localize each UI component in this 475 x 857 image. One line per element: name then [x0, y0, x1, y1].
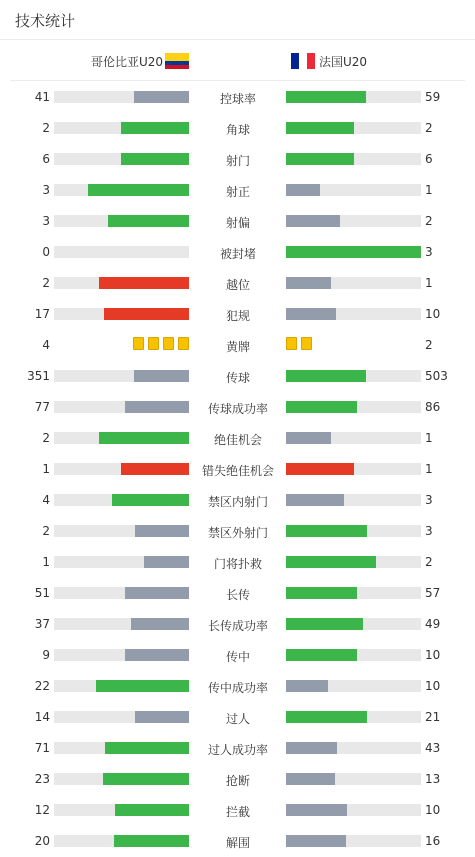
yellow-card-icon: [133, 337, 144, 350]
away-stat-bar: [286, 494, 421, 506]
home-stat-bar-fill: [125, 401, 189, 413]
stat-row: [0, 676, 475, 696]
away-stat-bar-fill: [286, 525, 367, 537]
home-stat-value: 71: [34, 741, 50, 755]
away-stat-bar: [286, 649, 421, 661]
home-stat-value: 2: [42, 276, 50, 290]
away-stat-value: 503: [425, 369, 448, 383]
home-stat-bar-fill: [96, 680, 189, 692]
stat-label: 错失绝佳机会: [201, 464, 274, 478]
home-stat-bar-fill: [125, 649, 189, 661]
home-stat-bar-fill: [121, 463, 189, 475]
away-stat-bar-fill: [286, 463, 354, 475]
away-stat-bar: [286, 773, 421, 785]
home-stat-value: 2: [42, 524, 50, 538]
away-stat-value: 10: [425, 803, 441, 817]
away-stat-bar: [286, 122, 421, 134]
stat-label: 禁区内射门: [207, 495, 268, 509]
home-stat-bar-fill: [108, 215, 189, 227]
stat-label: 绝佳机会: [213, 433, 262, 447]
home-stat-value: 12: [34, 803, 50, 817]
away-stat-bar-fill: [286, 91, 366, 103]
away-stat-value: 10: [425, 679, 441, 693]
away-stat-value: 10: [425, 307, 441, 321]
stat-label: 拦截: [225, 805, 250, 819]
away-stat-value: 57: [425, 586, 441, 600]
stat-row: [0, 707, 475, 727]
stat-label: 抢断: [225, 774, 250, 788]
stat-label: 长传: [225, 588, 250, 602]
stat-row: [0, 831, 475, 851]
away-stat-bar-fill: [286, 246, 421, 258]
home-stat-bar-fill: [121, 153, 189, 165]
stat-label: 角球: [225, 123, 250, 137]
stat-label: 射正: [225, 185, 250, 199]
home-stat-bar: [54, 711, 189, 723]
colombia-flag-icon: [165, 53, 189, 69]
stat-label: 解围: [225, 836, 250, 850]
home-stat-bar-fill: [144, 556, 189, 568]
away-stat-bar-fill: [286, 773, 335, 785]
home-stat-bar: [54, 122, 189, 134]
home-stat-bar: [54, 773, 189, 785]
stat-label: 越位: [225, 278, 250, 292]
yellow-card-icon: [286, 337, 297, 350]
away-stat-bar-fill: [286, 215, 340, 227]
home-stat-bar: [54, 494, 189, 506]
home-stat-bar: [54, 91, 189, 103]
stats-header: [0, 0, 475, 40]
away-stat-bar-fill: [286, 122, 354, 134]
away-stat-bar: [286, 680, 421, 692]
yellow-card-icon: [163, 337, 174, 350]
stat-row: [0, 614, 475, 634]
away-stat-bar: [286, 618, 421, 630]
stat-row: [0, 397, 475, 417]
away-stat-bar: [286, 215, 421, 227]
away-stat-value: 2: [425, 555, 433, 569]
away-stat-bar: [286, 246, 421, 258]
home-stat-value: 3: [42, 214, 50, 228]
away-stat-bar: [286, 711, 421, 723]
home-stat-bar: [54, 184, 189, 196]
away-stat-bar: [286, 835, 421, 847]
home-stat-bar: [54, 525, 189, 537]
yellow-card-icon: [148, 337, 159, 350]
away-stat-bar-fill: [286, 742, 337, 754]
home-stat-value: 37: [34, 617, 50, 631]
home-stat-bar-fill: [134, 91, 189, 103]
away-stat-value: 1: [425, 183, 433, 197]
away-stat-bar: [286, 308, 421, 320]
stat-label: 禁区外射门: [207, 526, 268, 540]
home-stat-bar-fill: [131, 618, 189, 630]
home-stat-bar-fill: [112, 494, 189, 506]
stat-label: 过人成功率: [207, 743, 268, 757]
home-stat-value: 77: [34, 400, 50, 414]
home-stat-bar: [54, 463, 189, 475]
away-stat-value: 13: [425, 772, 441, 786]
home-stat-value: 351: [27, 369, 50, 383]
home-stat-bar: [54, 742, 189, 754]
away-team-name: 法国U20: [319, 55, 368, 69]
stat-label: 犯规: [225, 309, 250, 323]
stat-label: 黄牌: [225, 340, 250, 354]
away-stat-bar: [286, 91, 421, 103]
away-stat-bar: [286, 587, 421, 599]
away-stat-bar-fill: [286, 494, 344, 506]
away-stat-bar-fill: [286, 649, 357, 661]
away-stat-value: 49: [425, 617, 441, 631]
away-stat-bar-fill: [286, 804, 347, 816]
away-stat-value: 21: [425, 710, 441, 724]
away-stat-value: 3: [425, 493, 433, 507]
home-stat-bar: [54, 587, 189, 599]
home-stat-bar-fill: [135, 525, 189, 537]
home-stat-value: 23: [34, 772, 50, 786]
away-stat-bar-fill: [286, 370, 366, 382]
france-flag-icon: [291, 53, 315, 69]
stat-row: [0, 583, 475, 603]
away-stat-bar: [286, 401, 421, 413]
home-stat-bar: [54, 835, 189, 847]
stat-row: [0, 366, 475, 386]
stat-row: [0, 490, 475, 510]
home-stat-bar: [54, 401, 189, 413]
home-stat-value: 14: [34, 710, 50, 724]
home-stat-value: 2: [42, 121, 50, 135]
home-stat-bar: [54, 246, 189, 258]
away-stat-value: 1: [425, 276, 433, 290]
home-stat-value: 4: [42, 493, 50, 507]
page-title: 技术统计: [15, 12, 76, 30]
away-stat-bar: [286, 432, 421, 444]
stat-row: [0, 118, 475, 138]
away-stat-bar: [286, 556, 421, 568]
stat-row: [0, 211, 475, 231]
home-stat-bar-fill: [121, 122, 189, 134]
away-stat-bar: [286, 742, 421, 754]
home-stat-bar: [54, 153, 189, 165]
away-stat-value: 59: [425, 90, 441, 104]
home-stat-bar-fill: [99, 277, 189, 289]
stat-row: [0, 149, 475, 169]
home-stat-bar-fill: [88, 184, 189, 196]
stat-row: [0, 87, 475, 107]
stat-row: [0, 180, 475, 200]
home-stat-bar-fill: [114, 835, 189, 847]
home-yellow-cards: [54, 337, 189, 352]
home-stat-bar: [54, 432, 189, 444]
home-team-name: 哥伦比亚U20: [91, 55, 164, 69]
away-stat-bar: [286, 184, 421, 196]
stat-row: [0, 459, 475, 479]
stat-row: [0, 428, 475, 448]
home-stat-value: 6: [42, 152, 50, 166]
away-stat-value: 86: [425, 400, 441, 414]
away-stat-bar: [286, 525, 421, 537]
home-stat-bar: [54, 370, 189, 382]
away-stat-bar: [286, 804, 421, 816]
away-yellow-cards: [286, 337, 421, 352]
yellow-card-icon: [301, 337, 312, 350]
home-stat-bar: [54, 215, 189, 227]
home-stat-bar: [54, 649, 189, 661]
away-stat-bar-fill: [286, 432, 331, 444]
home-stat-bar-fill: [115, 804, 189, 816]
away-stat-bar-fill: [286, 587, 357, 599]
home-stat-value: 9: [42, 648, 50, 662]
away-stat-bar-fill: [286, 308, 336, 320]
home-stat-value: 1: [42, 462, 50, 476]
away-stat-value: 3: [425, 524, 433, 538]
away-stat-bar-fill: [286, 277, 331, 289]
home-stat-bar-fill: [99, 432, 189, 444]
home-stat-value: 22: [34, 679, 50, 693]
home-stat-value: 51: [34, 586, 50, 600]
stat-label: 过人: [225, 712, 250, 726]
team-header: [10, 41, 465, 81]
stat-row: [0, 521, 475, 541]
away-stat-value: 6: [425, 152, 433, 166]
away-stat-bar-fill: [286, 556, 376, 568]
stat-label: 传球成功率: [207, 402, 268, 416]
stat-row: [0, 242, 475, 262]
home-stat-bar: [54, 308, 189, 320]
away-stat-bar-fill: [286, 153, 354, 165]
away-stat-value: 2: [425, 214, 433, 228]
stat-row: [0, 552, 475, 572]
stat-label: 传球: [225, 371, 250, 385]
home-stat-value: 3: [42, 183, 50, 197]
home-stat-bar-fill: [103, 773, 189, 785]
home-stat-bar: [54, 618, 189, 630]
away-stat-bar-fill: [286, 184, 320, 196]
home-stat-bar: [54, 556, 189, 568]
stat-label: 射门: [225, 154, 250, 168]
home-stat-value: 1: [42, 555, 50, 569]
yellow-card-icon: [178, 337, 189, 350]
home-stat-value: 4: [42, 338, 50, 352]
away-stat-bar: [286, 277, 421, 289]
stat-label: 传中成功率: [207, 681, 268, 695]
stat-row: [0, 304, 475, 324]
stat-row: [0, 273, 475, 293]
away-stat-bar-fill: [286, 835, 346, 847]
stat-label: 长传成功率: [207, 619, 268, 633]
away-stat-bar-fill: [286, 401, 357, 413]
home-stat-bar-fill: [104, 308, 189, 320]
stat-row: [0, 335, 475, 355]
home-stat-bar: [54, 277, 189, 289]
away-stat-bar-fill: [286, 711, 367, 723]
stat-row: [0, 738, 475, 758]
away-stat-bar: [286, 153, 421, 165]
home-stat-bar: [54, 680, 189, 692]
stat-label: 门将扑救: [213, 557, 262, 571]
home-stat-bar-fill: [135, 711, 189, 723]
away-stat-value: 43: [425, 741, 441, 755]
home-stat-value: 41: [34, 90, 50, 104]
stat-label: 控球率: [219, 92, 256, 106]
away-stat-value: 1: [425, 431, 433, 445]
away-stat-value: 16: [425, 834, 441, 848]
home-stat-value: 0: [42, 245, 50, 259]
home-stat-bar: [54, 804, 189, 816]
home-stat-bar-fill: [125, 587, 189, 599]
stat-row: [0, 800, 475, 820]
away-stat-bar-fill: [286, 680, 328, 692]
stat-row: [0, 645, 475, 665]
stat-label: 射偏: [225, 216, 250, 230]
home-stat-bar-fill: [105, 742, 189, 754]
stat-label: 被封堵: [219, 247, 256, 261]
home-stat-value: 2: [42, 431, 50, 445]
stat-label: 传中: [225, 650, 250, 664]
away-stat-bar: [286, 463, 421, 475]
away-stat-value: 10: [425, 648, 441, 662]
home-stat-value: 20: [34, 834, 50, 848]
away-stat-bar-fill: [286, 618, 363, 630]
home-stat-bar-fill: [134, 370, 189, 382]
away-stat-value: 2: [425, 121, 433, 135]
away-stat-value: 3: [425, 245, 433, 259]
home-stat-value: 17: [34, 307, 50, 321]
away-stat-value: 1: [425, 462, 433, 476]
stat-row: [0, 769, 475, 789]
away-stat-bar: [286, 370, 421, 382]
away-stat-value: 2: [425, 338, 433, 352]
